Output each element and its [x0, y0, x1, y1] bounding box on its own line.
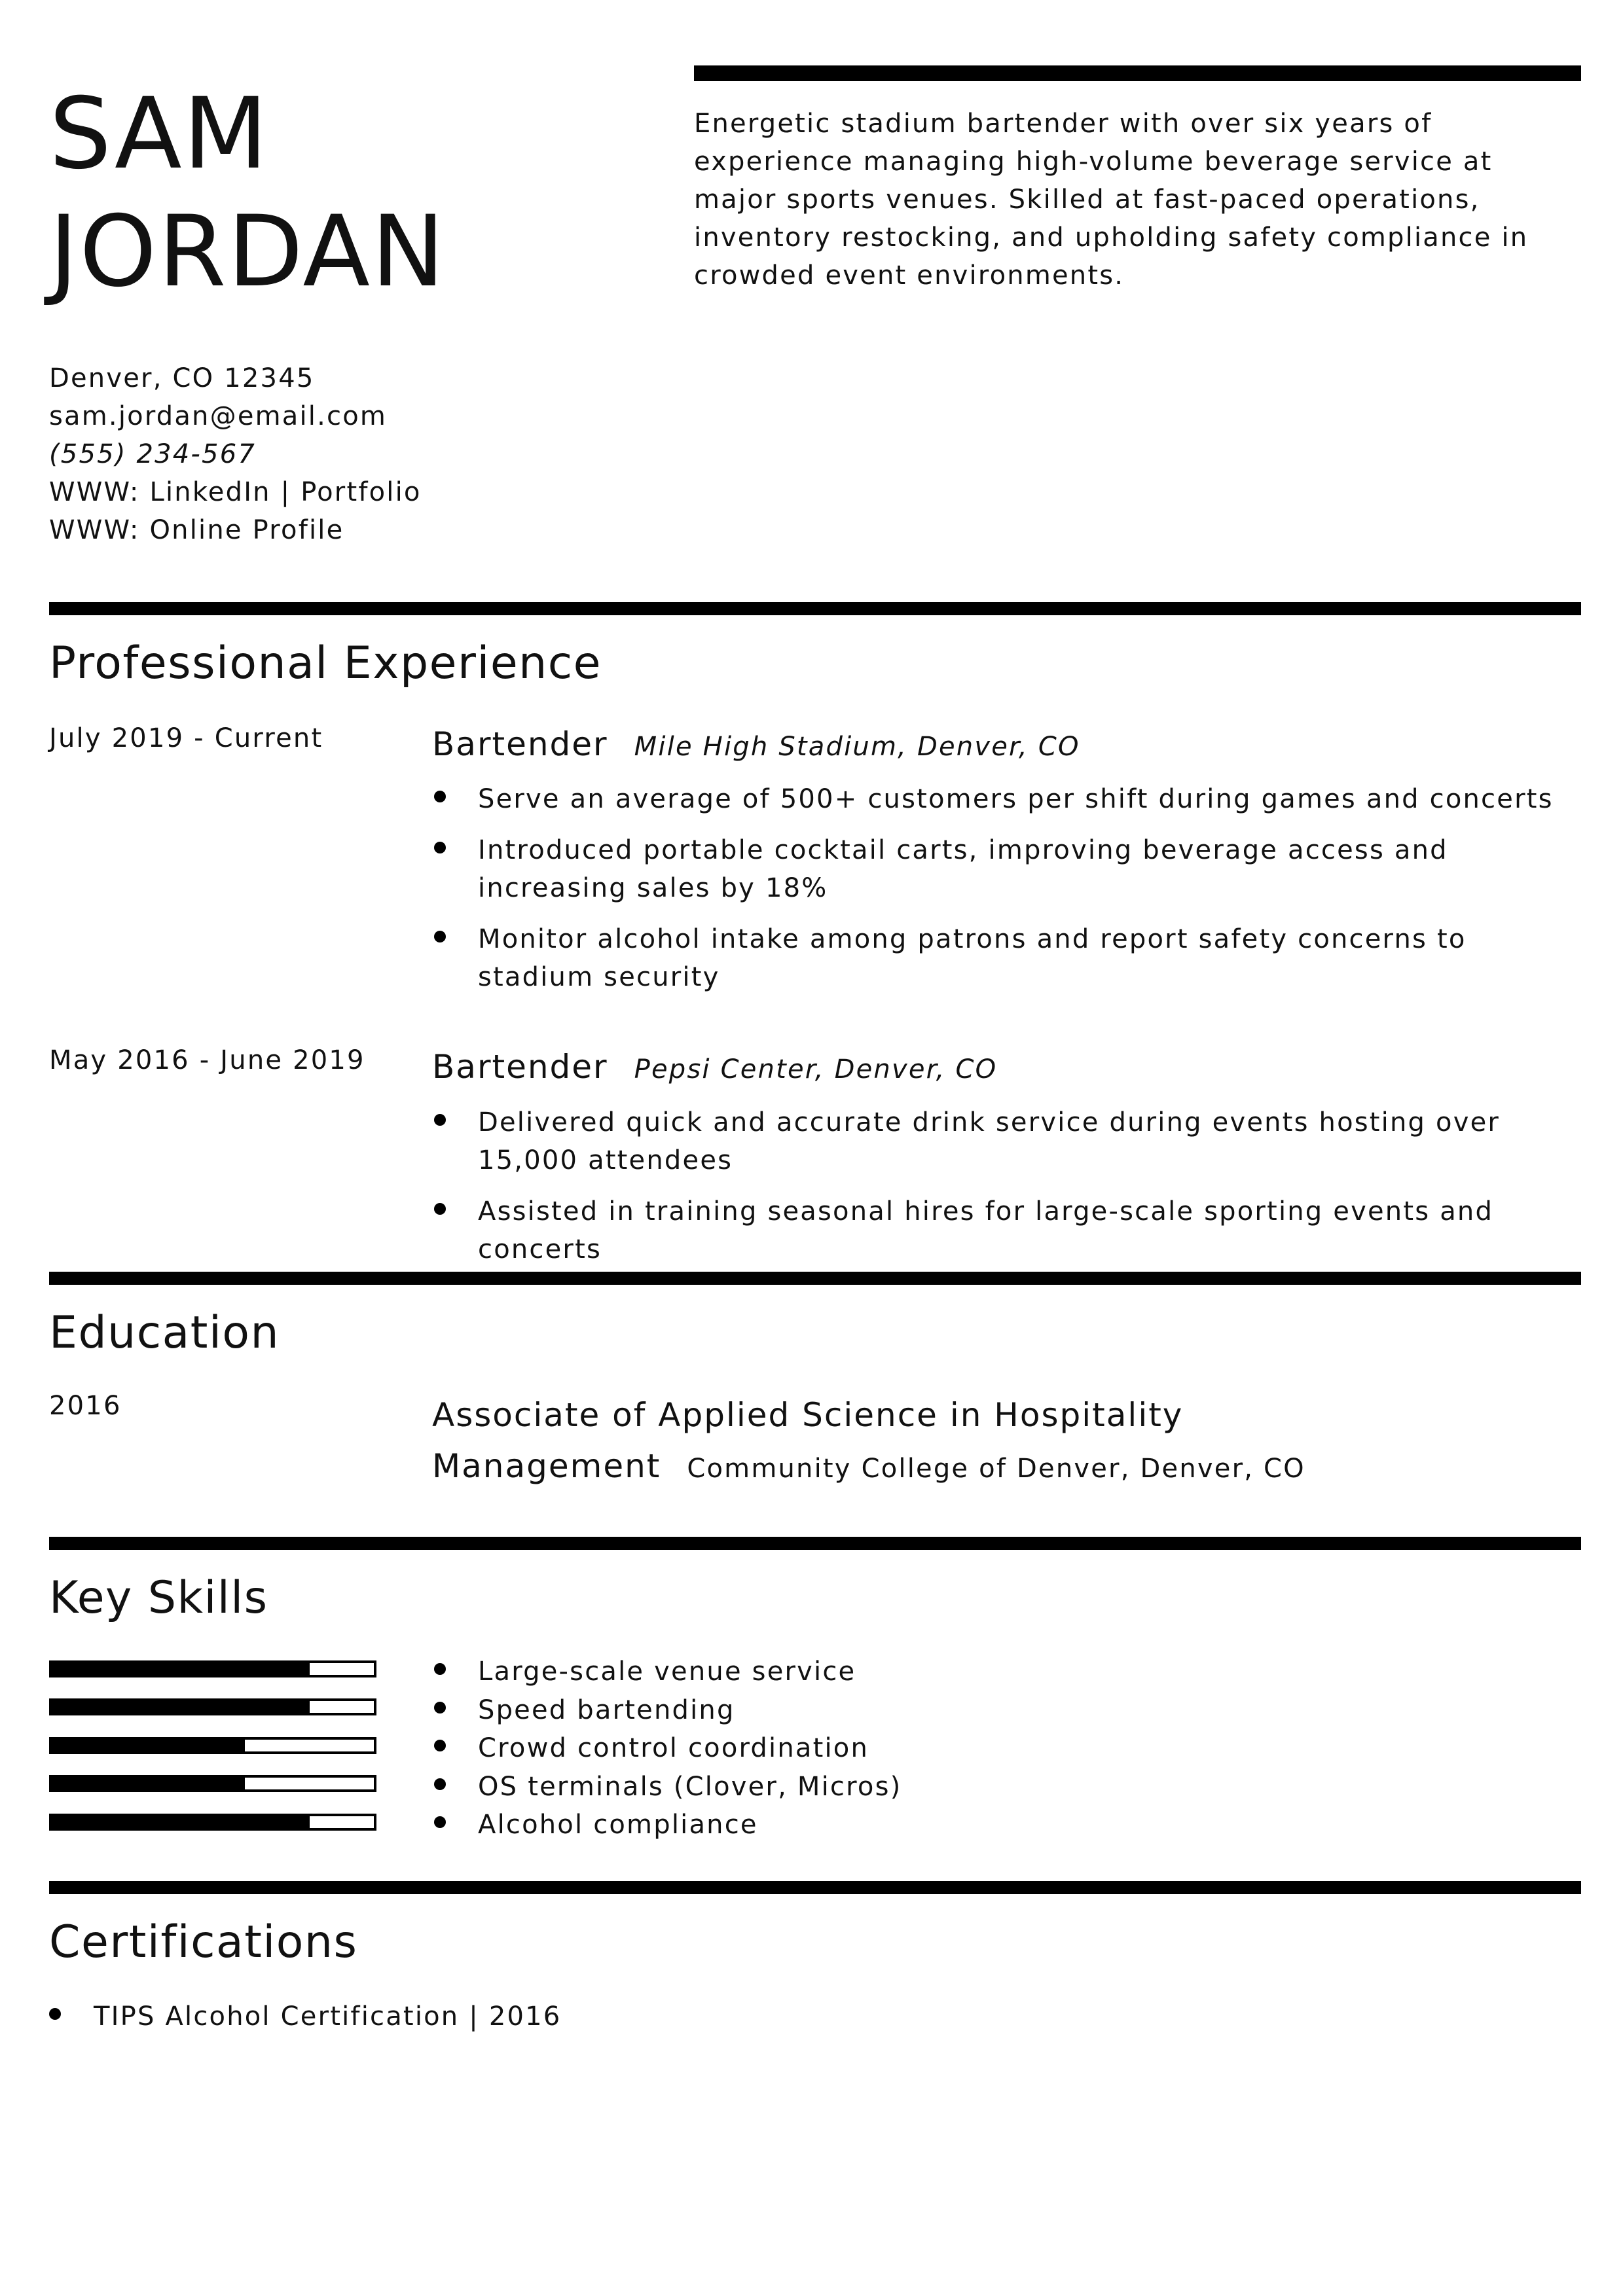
certifications-list	[49, 1998, 561, 2036]
job-role: Bartender	[432, 1048, 608, 1086]
contact-email[interactable]: sam.jordan@email.com	[49, 401, 388, 431]
skill-item	[432, 1729, 902, 1768]
skill-level-bar	[49, 1737, 376, 1754]
job-bullet	[432, 920, 1584, 996]
bullet-icon	[434, 1663, 446, 1675]
skill-item	[432, 1768, 902, 1806]
bullet-icon	[434, 1203, 446, 1215]
skills-rule	[49, 1537, 1581, 1550]
skill-level-bar	[49, 1814, 376, 1831]
education-rule	[49, 1272, 1581, 1285]
skill-item	[432, 1691, 902, 1730]
skill-level-bar	[49, 1660, 376, 1677]
job-title	[432, 725, 1080, 763]
bullet-icon	[434, 842, 446, 853]
job-dates: July 2019 - Current	[49, 723, 323, 753]
job-bullets	[432, 1103, 1584, 1268]
education-entry	[432, 1391, 1584, 1493]
job-bullet	[432, 1193, 1584, 1268]
education-degree: Associate of Applied Science in Hospitality Management	[432, 1396, 1184, 1485]
experience-rule	[49, 602, 1581, 615]
skills-list	[432, 1653, 902, 1844]
contact-phone: (555) 234-567	[49, 439, 257, 469]
bullet-icon	[434, 931, 446, 942]
skills-section-title: Key Skills	[49, 1572, 268, 1624]
certification-label: TIPS Alcohol Certification | 2016	[94, 2001, 562, 2032]
job-role: Bartender	[432, 725, 608, 763]
bullet-icon	[434, 1702, 446, 1713]
skill-level-bar	[49, 1698, 376, 1715]
job-bullet	[432, 831, 1584, 907]
skill-item	[432, 1806, 902, 1844]
bullet-icon	[434, 1114, 446, 1126]
skill-level-fill	[52, 1740, 245, 1751]
bullet-text: Delivered quick and accurate drink service during events hosting over 15,000 attendees	[478, 1107, 1501, 1175]
first-name: SAM	[49, 77, 270, 191]
contact-www-links[interactable]: WWW: LinkedIn | Portfolio	[49, 477, 422, 507]
experience-section-title: Professional Experience	[49, 637, 602, 689]
education-school: Community College of Denver, Denver, CO	[687, 1454, 1305, 1484]
skill-label: Large-scale venue service	[478, 1657, 856, 1687]
education-year: 2016	[49, 1391, 122, 1421]
certifications-section-title: Certifications	[49, 1916, 358, 1968]
certifications-rule	[49, 1881, 1581, 1894]
bullet-icon	[434, 791, 446, 802]
contact-address: Denver, CO 12345	[49, 363, 315, 393]
job-bullets	[432, 780, 1584, 996]
skill-level-bar	[49, 1775, 376, 1792]
skill-item	[432, 1653, 902, 1691]
education-section-title: Education	[49, 1307, 280, 1359]
bullet-text: Introduced portable cocktail carts, improving beverage access and increasing sales by 18%	[478, 835, 1448, 903]
certification-item	[49, 1998, 561, 2036]
bullet-icon	[434, 1740, 446, 1751]
skill-label: OS terminals (Clover, Micros)	[478, 1771, 902, 1802]
job-bullet	[432, 1103, 1584, 1179]
last-name: JORDAN	[49, 195, 447, 309]
job-company: Pepsi Center, Denver, CO	[634, 1054, 998, 1085]
bullet-text: Monitor alcohol intake among patrons and report safety concerns to stadium security	[478, 924, 1467, 992]
contact-www-profile[interactable]: WWW: Online Profile	[49, 515, 344, 545]
header-rule	[694, 65, 1581, 81]
summary-text: Energetic stadium bartender with over six years of experience managing high-volume beverage service at major sports venues. Skilled at fast-paced operations, inventory restocking, and upholding safety compliance in crowded event environments.	[694, 109, 1529, 291]
bullet-text: Serve an average of 500+ customers per shift during games and concerts	[478, 784, 1554, 814]
skill-label: Speed bartending	[478, 1695, 735, 1725]
skill-label: Crowd control coordination	[478, 1733, 869, 1763]
bullet-text: Assisted in training seasonal hires for large-scale sporting events and concerts	[478, 1196, 1494, 1265]
job-bullet	[432, 780, 1584, 818]
skill-label: Alcohol compliance	[478, 1810, 758, 1840]
skill-level-fill	[52, 1816, 310, 1828]
bullet-icon	[434, 1778, 446, 1790]
bullet-icon	[434, 1816, 446, 1828]
bullet-icon	[49, 2008, 61, 2020]
skill-level-fill	[52, 1663, 310, 1675]
job-title	[432, 1048, 998, 1086]
skill-level-fill	[52, 1778, 245, 1789]
job-dates: May 2016 - June 2019	[49, 1045, 365, 1075]
skill-level-fill	[52, 1701, 310, 1713]
job-company: Mile High Stadium, Denver, CO	[634, 732, 1080, 762]
